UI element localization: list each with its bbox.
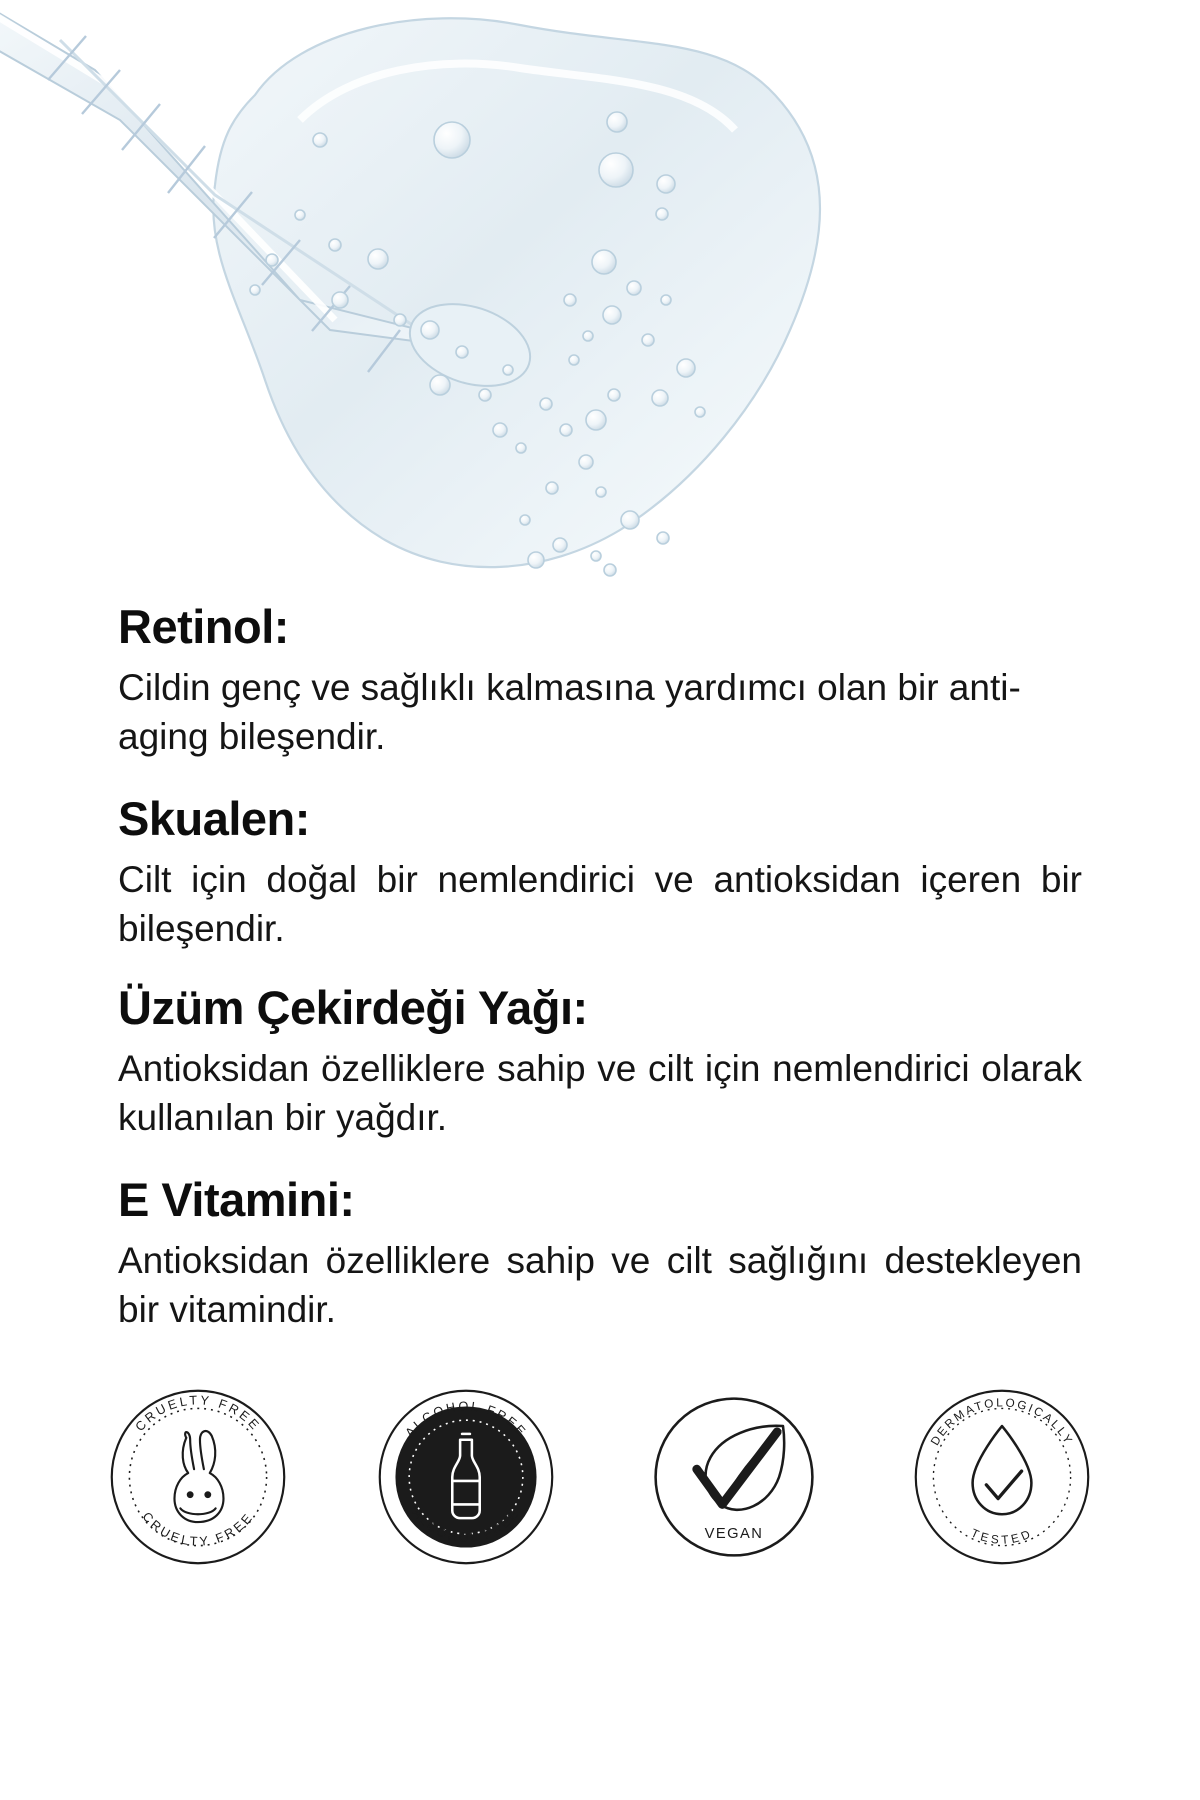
badge-bottom-text: VEGAN	[704, 1525, 764, 1542]
ingredient-title: Retinol:	[118, 600, 289, 653]
badge-bottom-text: TESTED	[968, 1526, 1036, 1547]
badge-top-text: ALCOHOL FREE	[401, 1398, 531, 1440]
bottle-icon	[368, 1379, 564, 1575]
serum-swatch-illustration	[0, 0, 1200, 600]
leaf-check-icon	[636, 1379, 832, 1575]
hero-image	[0, 0, 1200, 600]
ingredient-item	[118, 1173, 1082, 1335]
svg-text:TESTED	[969, 1526, 1035, 1546]
ingredient-list	[0, 600, 1200, 1335]
rabbit-icon	[100, 1379, 296, 1575]
ingredient-description: Antioksidan özelliklere sahip ve cilt sağlığını destekleyen bir vitamindir.	[118, 1240, 1082, 1330]
ingredient-item	[118, 600, 1082, 762]
badge-top-text: DERMATOLOGICALLY	[928, 1396, 1076, 1448]
ingredient-item	[118, 792, 1082, 954]
ingredient-description: Cildin genç ve sağlıklı kalmasına yardımcı olan bir anti-aging bileşendir.	[118, 667, 1021, 757]
vegan-badge	[636, 1379, 832, 1575]
ingredient-description: Antioksidan özelliklere sahip ve cilt için nemlendirici olarak kullanılan bir yağdır.	[118, 1048, 1082, 1139]
badge-top-text: CRUELTY FREE	[131, 1392, 265, 1434]
dermatologically-tested-badge	[904, 1379, 1100, 1575]
ingredient-description: Cilt için doğal bir nemlendirici ve antioksidan içeren bir bileşendir.	[118, 858, 1082, 949]
ingredient-title: Skualen:	[118, 791, 310, 845]
badge-bottom-text: ALCOHOL FREE	[409, 1505, 523, 1545]
cruelty-free-badge	[100, 1379, 296, 1575]
ingredient-title: Üzüm Çekirdeği Yağı:	[118, 981, 588, 1035]
ingredient-title: E Vitamini:	[118, 1173, 355, 1227]
svg-text:CRUELTY FREE	[132, 1392, 264, 1434]
droplet-check-icon	[904, 1379, 1100, 1575]
svg-text:DERMATOLOGICALLY	[928, 1396, 1075, 1447]
ingredient-item	[118, 981, 1082, 1143]
certification-badges	[0, 1361, 1200, 1595]
badge-bottom-text: CRUELTY FREE	[139, 1508, 257, 1549]
alcohol-free-badge	[368, 1379, 564, 1575]
